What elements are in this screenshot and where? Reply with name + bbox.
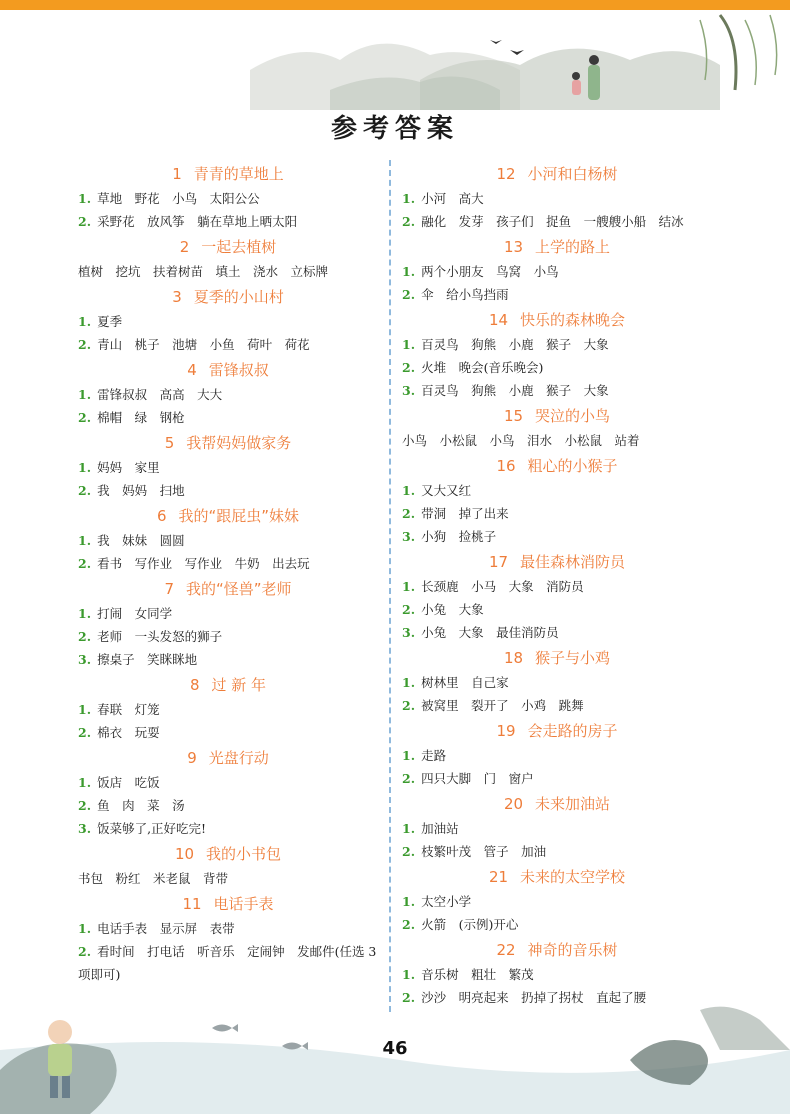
- section-title-text: 快乐的森林晚会: [520, 311, 626, 329]
- section-title: [402, 454, 712, 479]
- answer-line: [78, 867, 378, 890]
- answer-number: 1.: [78, 702, 92, 717]
- swallow-bird-icon: [510, 50, 524, 55]
- answer-line: [402, 621, 712, 644]
- section-number: 12: [496, 165, 516, 183]
- answer-line: [78, 721, 378, 744]
- answer-text: 融化 发芽 孩子们 捉鱼 一艘艘小船 结冰: [421, 214, 684, 229]
- answer-text: 音乐树 粗壮 繁茂: [421, 967, 534, 982]
- answer-number: 3.: [78, 821, 92, 836]
- section-title-text: 我帮妈妈做家务: [186, 434, 292, 452]
- answer-text: 百灵鸟 狗熊 小鹿 猴子 大象: [421, 383, 609, 398]
- section-number: 20: [503, 795, 524, 813]
- answer-text: 带洞 掉了出来: [421, 506, 509, 521]
- section-number: 2: [179, 238, 190, 256]
- section-title: [78, 673, 378, 698]
- answer-line: [402, 840, 712, 863]
- answer-line: [78, 479, 378, 502]
- answer-line: [78, 917, 378, 940]
- section-title-text: 我的“怪兽”老师: [186, 580, 292, 598]
- answer-line: [402, 767, 712, 790]
- answer-number: 1.: [78, 533, 92, 548]
- answer-text: 火堆 晚会(音乐晚会): [421, 360, 544, 375]
- answer-line: [78, 771, 378, 794]
- section-title-text: 青青的草地上: [193, 165, 284, 183]
- answer-line: [402, 744, 712, 767]
- answer-line: [78, 310, 378, 333]
- answer-number: 2.: [78, 629, 92, 644]
- answer-line: [402, 598, 712, 621]
- answer-text: 伞 给小鸟挡雨: [421, 287, 509, 302]
- answer-number: 3.: [78, 652, 92, 667]
- child-figure: [572, 72, 581, 95]
- answer-number: 2.: [402, 990, 416, 1005]
- answer-number: 2.: [402, 287, 416, 302]
- section-title: [402, 719, 712, 744]
- answer-text: 加油站: [421, 821, 459, 836]
- section-title-text: 过 新 年: [211, 676, 267, 694]
- swallow-bird-icon: [490, 40, 502, 44]
- willow-branch: [720, 15, 736, 90]
- section-title-text: 我的小书包: [206, 845, 282, 863]
- answer-text: 看时间 打电话 听音乐 定闹钟 发邮件(任选 3 项即可): [78, 944, 377, 982]
- answer-text: 沙沙 明亮起来 扔掉了拐杖 直起了腰: [421, 990, 647, 1005]
- section-title-text: 夏季的小山村: [193, 288, 284, 306]
- top-color-bar: [0, 0, 790, 10]
- left-column: [78, 160, 378, 986]
- answer-line: [78, 333, 378, 356]
- answer-line: [402, 260, 712, 283]
- section-number: 19: [496, 722, 516, 740]
- section-title-text: 神奇的音乐树: [527, 941, 618, 959]
- answer-line: [402, 694, 712, 717]
- answer-text: 小河 高大: [421, 191, 484, 206]
- page-number: 46: [382, 1038, 408, 1059]
- answer-number: 1.: [402, 967, 416, 982]
- answer-text: 棉帽 绿 钢枪: [97, 410, 185, 425]
- answer-text: 打闹 女同学: [97, 606, 173, 621]
- answer-number: 2.: [78, 410, 92, 425]
- answer-number: 3.: [402, 529, 416, 544]
- answer-line: [78, 794, 378, 817]
- answer-text: 两个小朋友 鸟窝 小鸟: [421, 264, 559, 279]
- section-title: [402, 865, 712, 890]
- section-number: 7: [164, 580, 174, 598]
- answer-text: 太空小学: [421, 894, 472, 909]
- answer-text: 采野花 放风筝 躺在草地上晒太阳: [97, 214, 298, 229]
- section-number: 16: [496, 457, 516, 475]
- answer-text: 走路: [421, 748, 447, 763]
- answer-text: 妈妈 家里: [97, 460, 160, 475]
- answer-number: 2.: [402, 506, 416, 521]
- answer-number: 1.: [402, 821, 416, 836]
- answer-number: 1.: [78, 460, 92, 475]
- answer-text: 长颈鹿 小马 大象 消防员: [421, 579, 584, 594]
- section-title: [402, 646, 712, 671]
- section-title: [402, 792, 712, 817]
- answer-text: 青山 桃子 池塘 小鱼 荷叶 荷花: [97, 337, 310, 352]
- answer-line: [402, 502, 712, 525]
- answer-number: 2.: [402, 771, 416, 786]
- section-title: [78, 285, 378, 310]
- section-number: 22: [496, 941, 516, 959]
- section-number: 21: [488, 868, 509, 886]
- answer-number: 1.: [402, 894, 416, 909]
- answer-line: [78, 383, 378, 406]
- section-title: [402, 404, 712, 429]
- section-number: 13: [503, 238, 524, 256]
- answer-text: 被窝里 裂开了 小鸡 跳舞: [421, 698, 584, 713]
- answer-number: 2.: [78, 214, 92, 229]
- section-title: [78, 431, 378, 456]
- answer-text: 书包 粉红 米老鼠 背带: [78, 871, 229, 886]
- answer-text: 擦桌子 笑眯眯地: [97, 652, 198, 667]
- answer-text: 小鸟 小松鼠 小鸟 泪水 小松鼠 站着: [402, 433, 640, 448]
- answer-number: 2.: [402, 698, 416, 713]
- section-title-text: 小河和白杨树: [527, 165, 618, 183]
- section-number: 18: [503, 649, 524, 667]
- section-number: 8: [189, 676, 200, 694]
- answer-number: 2.: [78, 944, 92, 959]
- answer-line: [78, 940, 378, 986]
- answer-line: [78, 406, 378, 429]
- answer-number: 2.: [402, 917, 416, 932]
- answer-text: 看书 写作业 写作业 牛奶 出去玩: [97, 556, 310, 571]
- section-number: 1: [172, 165, 182, 183]
- section-number: 15: [503, 407, 524, 425]
- answer-number: 1.: [402, 191, 416, 206]
- answer-number: 1.: [402, 483, 416, 498]
- person-figure: [588, 55, 600, 100]
- answer-number: 1.: [78, 921, 92, 936]
- answer-number: 1.: [78, 314, 92, 329]
- answer-text: 饭店 吃饭: [97, 775, 160, 790]
- answer-line: [402, 913, 712, 936]
- answer-text: 我 妹妹 圆圆: [97, 533, 185, 548]
- answer-text: 棉衣 玩耍: [97, 725, 160, 740]
- answer-text: 火箭 (示例)开心: [421, 917, 519, 932]
- answer-line: [402, 187, 712, 210]
- section-title-text: 哭泣的小鸟: [535, 407, 611, 425]
- page-title: 参考答案: [330, 114, 459, 144]
- answer-line: [402, 525, 712, 548]
- answer-text: 春联 灯笼: [97, 702, 160, 717]
- section-title: [78, 162, 378, 187]
- answer-line: [402, 479, 712, 502]
- section-title: [78, 577, 378, 602]
- answer-number: 2.: [78, 337, 92, 352]
- section-number: 4: [187, 361, 197, 379]
- section-number: 11: [182, 895, 202, 913]
- answer-text: 夏季: [97, 314, 123, 329]
- answer-number: 2.: [402, 214, 416, 229]
- answer-text: 雷锋叔叔 高高 大大: [97, 387, 223, 402]
- answer-text: 枝繁叶茂 管子 加油: [421, 844, 547, 859]
- answer-line: [402, 963, 712, 986]
- section-title-text: 我的“跟屁虫”妹妹: [178, 507, 300, 525]
- answer-number: 1.: [78, 191, 92, 206]
- answer-text: 饭菜够了,正好吃完!: [97, 821, 207, 836]
- answer-line: [402, 890, 712, 913]
- section-number: 10: [174, 845, 195, 863]
- section-title-text: 猴子与小鸡: [535, 649, 611, 667]
- section-number: 14: [488, 311, 509, 329]
- column-divider: [389, 160, 391, 1012]
- answer-line: [402, 283, 712, 306]
- answer-text: 植树 挖坑 扶着树苗 填土 浇水 立标牌: [78, 264, 329, 279]
- answer-number: 1.: [402, 337, 416, 352]
- answer-text: 鱼 肉 菜 汤: [97, 798, 185, 813]
- answer-text: 老师 一头发怒的狮子: [97, 629, 223, 644]
- answer-number: 1.: [402, 579, 416, 594]
- header-landscape-illustration: [0, 10, 790, 110]
- section-title-text: 未来的太空学校: [520, 868, 626, 886]
- section-title-text: 粗心的小猴子: [527, 457, 618, 475]
- section-title-text: 未来加油站: [535, 795, 611, 813]
- section-number: 6: [156, 507, 167, 525]
- answer-text: 小兔 大象 最佳消防员: [421, 625, 559, 640]
- answer-text: 小狗 捡桃子: [421, 529, 497, 544]
- answer-text: 小兔 大象: [421, 602, 484, 617]
- answer-number: 2.: [78, 556, 92, 571]
- section-title-text: 最佳森林消防员: [520, 553, 626, 571]
- answer-text: 又大又红: [421, 483, 472, 498]
- section-number: 9: [187, 749, 197, 767]
- answer-line: [402, 429, 712, 452]
- answer-line: [78, 187, 378, 210]
- answer-line: [402, 575, 712, 598]
- section-title: [402, 938, 712, 963]
- answer-line: [78, 210, 378, 233]
- answer-number: 2.: [402, 844, 416, 859]
- section-title: [78, 842, 378, 867]
- answer-text: 树林里 自己家: [421, 675, 509, 690]
- section-number: 5: [164, 434, 175, 452]
- answer-text: 草地 野花 小鸟 太阳公公: [97, 191, 260, 206]
- section-title: [78, 746, 378, 771]
- answer-line: [402, 817, 712, 840]
- section-title: [402, 308, 712, 333]
- section-title: [402, 235, 712, 260]
- answer-line: [402, 210, 712, 233]
- section-number: 3: [172, 288, 182, 306]
- answer-line: [78, 698, 378, 721]
- answer-number: 2.: [78, 725, 92, 740]
- answer-number: 1.: [402, 675, 416, 690]
- answer-line: [402, 671, 712, 694]
- answer-number: 2.: [402, 360, 416, 375]
- answer-line: [78, 602, 378, 625]
- section-title-text: 会走路的房子: [527, 722, 618, 740]
- section-number: 17: [488, 553, 509, 571]
- section-title: [78, 504, 378, 529]
- answer-line: [78, 817, 378, 840]
- answer-number: 3.: [402, 625, 416, 640]
- section-title-text: 上学的路上: [535, 238, 611, 256]
- answer-line: [78, 529, 378, 552]
- section-title-text: 电话手表: [213, 895, 274, 913]
- fish-icon: [212, 1024, 238, 1032]
- section-title-text: 一起去植树: [201, 238, 277, 256]
- answer-line: [402, 356, 712, 379]
- answer-text: 四只大脚 门 窗户: [421, 771, 534, 786]
- answer-number: 1.: [78, 775, 92, 790]
- section-title-text: 光盘行动: [208, 749, 269, 767]
- answer-number: 2.: [78, 798, 92, 813]
- section-title: [402, 550, 712, 575]
- answer-number: 1.: [402, 748, 416, 763]
- answer-text: 百灵鸟 狗熊 小鹿 猴子 大象: [421, 337, 609, 352]
- answer-text: 我 妈妈 扫地: [97, 483, 185, 498]
- section-title: [78, 892, 378, 917]
- answer-number: 1.: [78, 387, 92, 402]
- answer-line: [402, 379, 712, 402]
- answer-line: [78, 260, 378, 283]
- right-column: [402, 160, 712, 1009]
- answer-number: 2.: [78, 483, 92, 498]
- answer-line: [78, 552, 378, 575]
- section-title: [78, 235, 378, 260]
- answer-number: 3.: [402, 383, 416, 398]
- answer-line: [402, 333, 712, 356]
- section-title-text: 雷锋叔叔: [208, 361, 269, 379]
- answer-line: [78, 625, 378, 648]
- section-title: [402, 162, 712, 187]
- answer-number: 1.: [78, 606, 92, 621]
- section-title: [78, 358, 378, 383]
- answer-line: [78, 648, 378, 671]
- answer-number: 1.: [402, 264, 416, 279]
- answer-text: 电话手表 显示屏 表带: [97, 921, 235, 936]
- answer-number: 2.: [402, 602, 416, 617]
- answer-line: [78, 456, 378, 479]
